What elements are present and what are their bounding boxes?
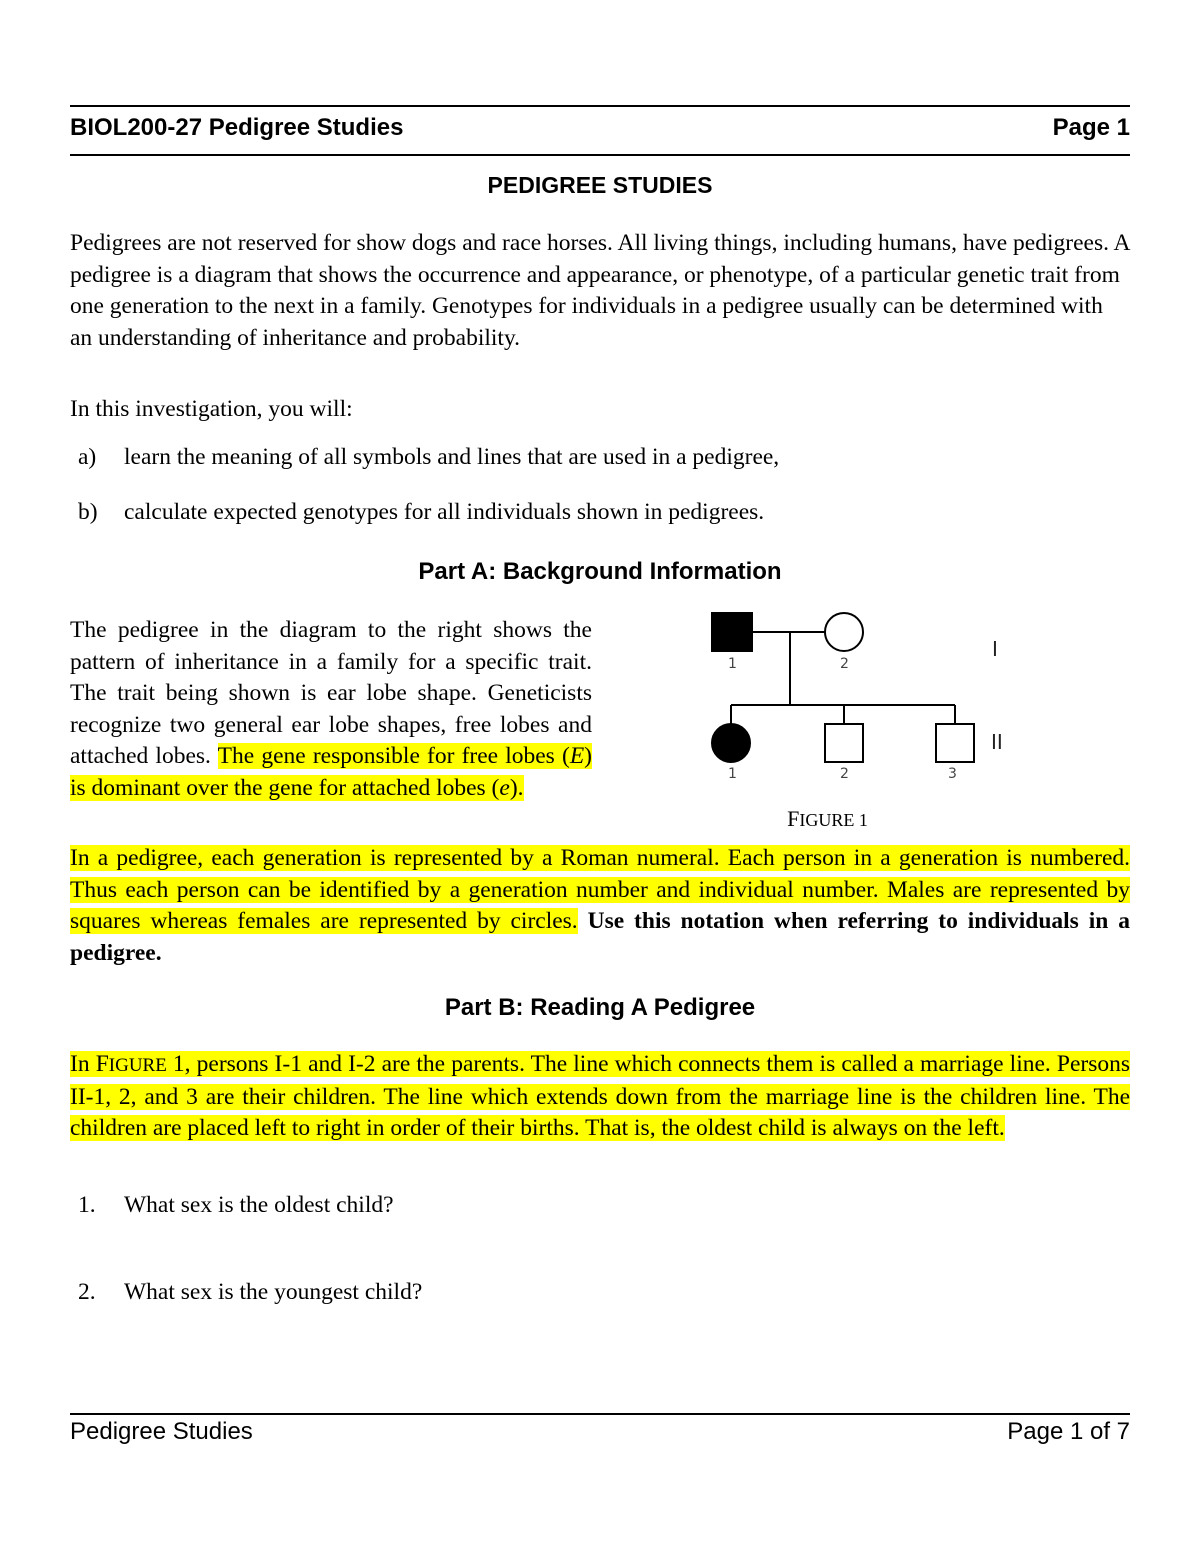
part-a-heading: Part A: Background Information (418, 558, 782, 585)
part-b-text-1: In (70, 1051, 96, 1077)
part-b-highlight (70, 1051, 1130, 1141)
highlight-text-3: ). (509, 774, 524, 801)
part-b-text-2: 1, persons I-1 and I-2 are the parents. The line which connects them is called a marriage line. Persons II-1, 2, and 3 are their children. The line which extends down from the marriage line is the children line. The children are placed left to right in order of their births. That is, the oldest child is always on the left. (70, 1051, 1130, 1141)
highlight-text-1: The gene responsible for free lobes ( (217, 743, 570, 769)
recessive-allele: e (499, 774, 510, 801)
individual-I-1-affected-male (712, 613, 752, 651)
label-II-1: 1 (728, 766, 737, 782)
figure-ref-rest: IGURE (108, 1055, 167, 1076)
part-b-paragraph (70, 1049, 1130, 1145)
objective-text: learn the meaning of all symbols and lines that are used in a pedigree, (124, 444, 780, 470)
header-top-rule (70, 105, 1130, 107)
question-number: 1. (78, 1192, 96, 1218)
individual-I-2-unaffected-female (825, 613, 863, 651)
figure-caption (720, 806, 935, 832)
notation-highlight: In a pedigree, each generation is represented by a Roman numeral. Each person in a generation is numbered. Thus each person can be identified by a generation number and individual number. Males are represented by squares whereas females are represented by circles. (70, 845, 1130, 934)
header-bottom-rule (70, 154, 1130, 156)
generation-label-I: I (992, 637, 998, 661)
notation-bold: Use this notation when referring to individuals in a pedigree. (70, 908, 1130, 966)
side-text-plain: The pedigree in the diagram to the right shows the pattern of inheritance in a family for a specific trait. The trait being shown is ear lobe shape. Geneticists recognize two general ear lobe shapes, free lobes and attached lobes. (70, 617, 592, 769)
highlight-text-2: ) is dominant over the gene for attached lobes ( (70, 743, 592, 801)
footer-rule (70, 1413, 1130, 1415)
part-b-heading: Part B: Reading A Pedigree (444, 994, 756, 1021)
objective-marker: a) (78, 444, 97, 470)
generation-label-II: II (991, 730, 1003, 754)
objective-text: calculate expected genotypes for all individuals shown in pedigrees. (124, 499, 765, 525)
label-II-3: 3 (948, 766, 957, 782)
individual-II-3-unaffected-male (936, 724, 974, 762)
figure-reference (96, 1051, 167, 1077)
individual-II-1-affected-female (712, 724, 750, 762)
question-text: What sex is the oldest child? (124, 1192, 394, 1218)
individual-II-2-unaffected-male (825, 724, 863, 762)
pedigree-diagram (690, 600, 1020, 800)
header-page-label: Page 1 (1052, 114, 1130, 141)
objective-marker: b) (78, 499, 98, 525)
part-a-side-paragraph (70, 615, 592, 804)
notation-paragraph (70, 843, 1130, 969)
intro-paragraph: Pedigrees are not reserved for show dogs and race horses. All living things, including humans, have pedigrees. A pedigree is a diagram that shows the occurrence and appearance, or phenotype, of a particular genetic trait from one generation to the next in a family. Genotypes for individuals in a pedigree usually can be determined with an understanding of inheritance and probability. (70, 230, 1130, 351)
figure-ref-prefix: F (95, 1051, 109, 1077)
label-II-2: 2 (840, 766, 849, 782)
caption-prefix: F (787, 806, 800, 831)
question-number: 2. (78, 1279, 96, 1305)
caption-rest: IGURE 1 (799, 810, 868, 830)
header-course-title: BIOL200-27 Pedigree Studies (70, 114, 404, 141)
footer-title: Pedigree Studies (70, 1418, 253, 1445)
intro-lead: In this investigation, you will: (70, 396, 353, 422)
dominant-allele: E (569, 743, 585, 769)
document-title: PEDIGREE STUDIES (487, 172, 713, 198)
label-I-2: 2 (840, 656, 849, 672)
label-I-1: 1 (728, 656, 737, 672)
footer-page-count: Page 1 of 7 (1007, 1418, 1130, 1445)
question-text: What sex is the youngest child? (124, 1279, 423, 1305)
